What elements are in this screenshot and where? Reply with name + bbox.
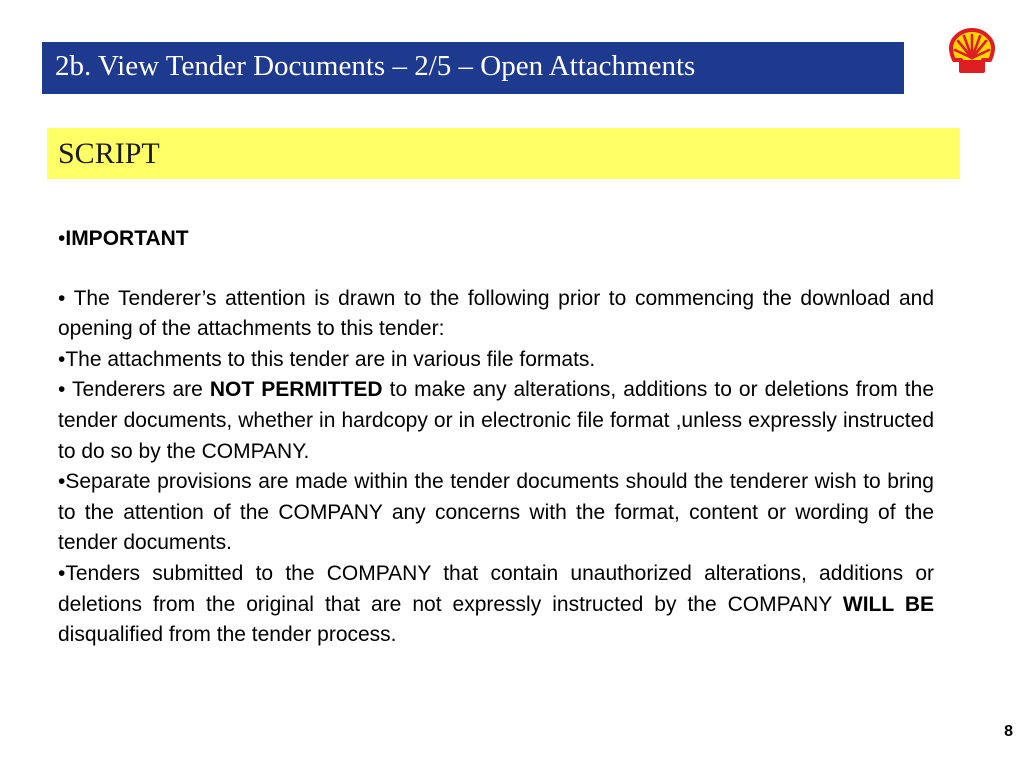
not-permitted-emphasis: NOT PERMITTED xyxy=(209,378,383,402)
not-permitted-after: to make any alterations, additions to or deletions from the tender documents, whether in hardcopy or in electronic file format ,unless expressly instructed to do so by the COMPANY. xyxy=(58,378,935,463)
attention-paragraph: • The Tenderer’s attention is drawn to the following prior to commencing the download and opening of the attachments to this tender: xyxy=(58,286,934,341)
disqualification-emphasis: WILL BE xyxy=(842,592,934,616)
page-number: 8 xyxy=(1004,723,1013,740)
slide-body xyxy=(58,224,934,651)
separate-provisions-paragraph: •Separate provisions are made within the tender documents should the tenderer wish to bring to the attention of the COMPANY any concerns with the format, content or wording of the tender documents. xyxy=(58,470,934,555)
slide-title-bar xyxy=(42,42,904,94)
file-formats-paragraph: •The attachments to this tender are in various file formats. xyxy=(58,347,596,371)
important-label: IMPORTANT xyxy=(65,227,189,250)
not-permitted-before: • Tenderers are xyxy=(58,378,210,402)
disqualification-paragraph xyxy=(58,559,934,651)
important-heading xyxy=(58,224,934,255)
disqualification-before: •Tenders submitted to the COMPANY that contain unauthorized alterations, additions or deletions from the original that are not expressly instructed by the COMPANY xyxy=(58,561,934,616)
script-label: SCRIPT xyxy=(58,137,160,170)
disqualification-after: disqualified from the tender process. xyxy=(58,623,397,647)
shell-pecten-icon xyxy=(946,27,998,75)
important-bullet: • xyxy=(58,227,66,250)
shell-logo-svg xyxy=(946,27,998,75)
script-banner xyxy=(47,128,960,179)
not-permitted-paragraph xyxy=(58,375,934,467)
slide-title: 2b. View Tender Documents – 2/5 – Open Attachments xyxy=(55,50,696,82)
